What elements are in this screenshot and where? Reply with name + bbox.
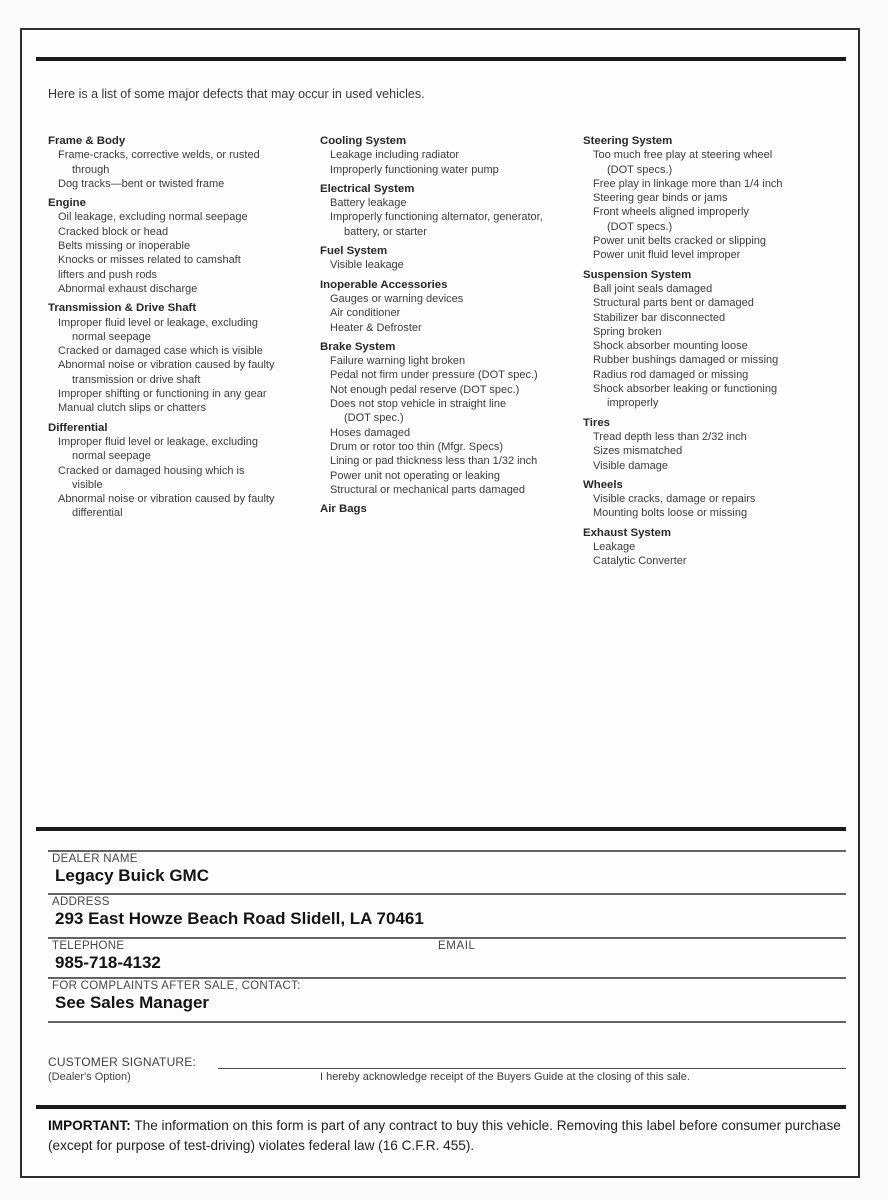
defect-item: Improper shifting or functioning in any gear xyxy=(58,388,267,401)
defect-item: Free play in linkage more than 1/4 inch xyxy=(593,177,783,190)
defect-item: Drum or rotor too thin (Mfgr. Specs) xyxy=(330,440,503,453)
defect-section-heading: Frame & Body xyxy=(48,135,126,147)
telephone-label: TELEPHONE xyxy=(52,940,125,952)
defect-item: lifters and push rods xyxy=(58,268,158,281)
defect-item: Abnormal noise or vibration caused by faulty xyxy=(58,359,275,372)
complaints-contact-value: See Sales Manager xyxy=(55,993,210,1012)
defect-item: Catalytic Converter xyxy=(593,555,687,568)
field-rule xyxy=(48,977,846,979)
defect-item: Sizes mismatched xyxy=(593,445,683,458)
defect-item: Cracked block or head xyxy=(58,225,169,238)
defect-item: (DOT spec.) xyxy=(344,412,404,425)
defect-section-heading: Cooling System xyxy=(320,135,407,147)
defect-item: Visible cracks, damage or repairs xyxy=(593,493,756,506)
defect-item: transmission or drive shaft xyxy=(72,373,201,386)
defect-item: Failure warning light broken xyxy=(330,355,466,368)
defect-item: Power unit belts cracked or slipping xyxy=(593,235,767,248)
defect-item: Abnormal exhaust discharge xyxy=(58,282,198,295)
dealer-section-top-rule xyxy=(36,827,846,831)
defect-item: Air conditioner xyxy=(330,307,401,320)
defect-item: Manual clutch slips or chatters xyxy=(58,402,206,415)
defect-item: Leakage including radiator xyxy=(330,149,460,162)
address-label: ADDRESS xyxy=(52,896,110,908)
defect-section-heading: Electrical System xyxy=(320,182,415,195)
defect-item: (DOT specs.) xyxy=(607,163,673,176)
email-label: EMAIL xyxy=(438,940,476,952)
defect-column-1 xyxy=(48,134,316,521)
field-rule xyxy=(48,1021,846,1023)
dealers-option-note: (Dealer's Option) xyxy=(48,1071,131,1083)
defects-intro-text: Here is a list of some major defects that may occur in used vehicles. xyxy=(48,87,425,101)
defect-item: Rubber bushings damaged or missing xyxy=(593,354,779,367)
defect-section-heading: Air Bags xyxy=(320,503,367,516)
important-text: The information on this form is part of any contract to buy this vehicle. Removing this label before consumer purchase (except for purpose of test-driving) violates federal law (16 C.F.R. 455). xyxy=(48,1118,841,1153)
defect-item: Stabilizer bar disconnected xyxy=(593,311,726,324)
defect-item: through xyxy=(72,163,110,176)
defect-item: Power unit fluid level improper xyxy=(593,249,741,262)
defect-item: Pedal not firm under pressure (DOT spec.) xyxy=(330,369,538,382)
telephone-value: 985-718-4132 xyxy=(55,953,161,972)
defect-section-heading: Wheels xyxy=(583,478,623,491)
field-rule xyxy=(48,937,846,939)
defect-section-heading: Engine xyxy=(48,197,86,210)
field-rule xyxy=(48,893,846,895)
defect-item: Battery leakage xyxy=(330,197,407,210)
defect-item: Structural or mechanical parts damaged xyxy=(330,483,526,496)
defect-item: Front wheels aligned improperly xyxy=(593,206,749,219)
dealer-name-value: Legacy Buick GMC xyxy=(55,866,209,885)
defect-item: Dog tracks—bent or twisted frame xyxy=(58,177,225,190)
defect-item: visible xyxy=(72,478,103,491)
defect-item: Knocks or misses related to camshaft xyxy=(58,254,241,267)
defect-item: Visible leakage xyxy=(330,259,404,272)
defect-item: Cracked or damaged case which is visible xyxy=(58,345,263,358)
defect-item: Tread depth less than 2/32 inch xyxy=(593,430,747,443)
defect-item: battery, or starter xyxy=(344,225,427,238)
defect-item: normal seepage xyxy=(72,330,151,343)
important-notice xyxy=(48,1116,844,1155)
defect-item: Cracked or damaged housing which is xyxy=(58,464,245,477)
defect-item: Improper fluid level or leakage, excluding xyxy=(58,435,258,448)
defect-item: Does not stop vehicle in straight line xyxy=(330,398,507,411)
defect-item: Mounting bolts loose or missing xyxy=(593,507,748,520)
defect-section-heading: Suspension System xyxy=(583,268,692,281)
defect-item: Structural parts bent or damaged xyxy=(593,297,754,310)
defect-item: Lining or pad thickness less than 1/32 inch xyxy=(330,455,538,468)
defect-item: Shock absorber leaking or functioning xyxy=(593,383,778,396)
buyers-guide-back-page xyxy=(20,28,860,1178)
defect-column-3 xyxy=(583,134,845,569)
defect-section-heading: Differential xyxy=(48,421,108,434)
defect-section-heading: Inoperable Accessories xyxy=(320,278,448,291)
defect-item: improperly xyxy=(607,397,659,410)
dealer-name-label: DEALER NAME xyxy=(52,853,138,865)
complaints-contact-label: FOR COMPLAINTS AFTER SALE, CONTACT: xyxy=(52,980,301,992)
defect-section-heading: Tires xyxy=(583,416,611,429)
defect-item: normal seepage xyxy=(72,450,151,463)
important-section-rule xyxy=(36,1105,846,1109)
defect-item: Belts missing or inoperable xyxy=(58,240,191,253)
top-divider-rule xyxy=(36,57,846,61)
defect-item: Too much free play at steering wheel xyxy=(593,149,773,162)
defect-item: Frame-cracks, corrective welds, or rusted xyxy=(58,149,260,162)
defect-item: Leakage xyxy=(593,541,636,554)
defect-item: Radius rod damaged or missing xyxy=(593,368,749,381)
defect-section-heading: Transmission & Drive Shaft xyxy=(48,302,197,315)
defect-section-heading: Steering System xyxy=(583,135,673,147)
defect-item: Improper fluid level or leakage, excluding xyxy=(58,316,258,329)
defect-item: Not enough pedal reserve (DOT spec.) xyxy=(330,383,520,396)
defect-item: Oil leakage, excluding normal seepage xyxy=(58,211,248,224)
defect-item: Heater & Defroster xyxy=(330,321,422,334)
defect-item: Steering gear binds or jams xyxy=(593,192,728,205)
defect-column-2 xyxy=(320,134,578,516)
defect-item: Gauges or warning devices xyxy=(330,292,464,305)
defect-section-heading: Exhaust System xyxy=(583,526,671,539)
defect-item: Hoses damaged xyxy=(330,426,411,439)
defect-section-heading: Brake System xyxy=(320,340,396,353)
defect-item: differential xyxy=(72,507,123,520)
defect-item: Visible damage xyxy=(593,459,669,472)
defect-item: (DOT specs.) xyxy=(607,220,673,233)
defect-item: Shock absorber mounting loose xyxy=(593,340,748,353)
address-value: 293 East Howze Beach Road Slidell, LA 70461 xyxy=(55,909,424,928)
defect-section-heading: Fuel System xyxy=(320,245,388,258)
customer-signature-label: CUSTOMER SIGNATURE: xyxy=(48,1055,197,1069)
acknowledgment-text: I hereby acknowledge receipt of the Buyers Guide at the closing of this sale. xyxy=(320,1071,690,1083)
important-label: IMPORTANT: xyxy=(48,1118,131,1133)
defect-item: Spring broken xyxy=(593,325,662,338)
field-rule xyxy=(48,850,846,852)
defect-item: Ball joint seals damaged xyxy=(593,282,713,295)
defect-item: Abnormal noise or vibration caused by faulty xyxy=(58,493,275,506)
defect-item: Improperly functioning water pump xyxy=(330,163,499,176)
defect-list-columns xyxy=(48,134,848,594)
defect-item: Power unit not operating or leaking xyxy=(330,469,500,482)
defect-item: Improperly functioning alternator, generator, xyxy=(330,211,543,224)
customer-signature-line xyxy=(218,1054,846,1069)
